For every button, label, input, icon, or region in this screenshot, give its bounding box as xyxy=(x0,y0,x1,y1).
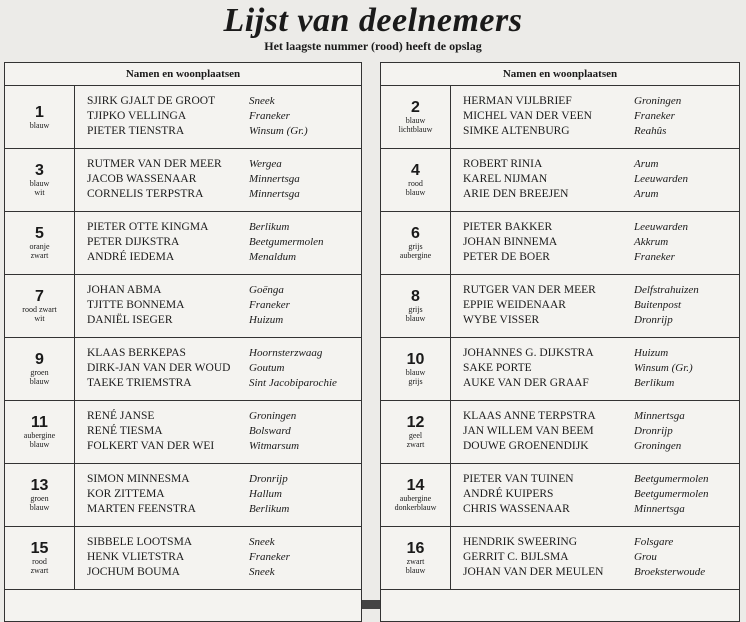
player-place: Groningen xyxy=(249,410,297,422)
player-name: WYBE VISSER xyxy=(463,314,540,326)
player-line xyxy=(87,439,361,454)
player-line xyxy=(463,550,739,565)
player-place: Hoornsterzwaag xyxy=(249,347,323,359)
player-place: Reahûs xyxy=(634,125,667,137)
player-place: Franeker xyxy=(249,551,290,563)
player-line xyxy=(463,565,739,580)
right-participants-panel xyxy=(380,62,740,622)
binding-strip xyxy=(362,600,380,609)
player-place: Franeker xyxy=(249,110,290,122)
player-place: Huizum xyxy=(634,347,669,359)
team-row xyxy=(381,212,739,275)
team-row xyxy=(381,464,739,527)
player-line xyxy=(87,487,361,502)
player-name: KOR ZITTEMA xyxy=(87,488,165,500)
player-place: Hallum xyxy=(249,488,282,500)
team-number-cell xyxy=(5,212,75,274)
player-place: Minnertsga xyxy=(249,188,300,200)
player-list xyxy=(75,212,361,274)
player-line xyxy=(463,376,739,391)
player-name: HENK VLIETSTRA xyxy=(87,551,185,563)
player-line xyxy=(87,157,361,172)
team-rows xyxy=(5,86,361,590)
player-line xyxy=(463,94,739,109)
player-place: Sneek xyxy=(249,566,275,578)
team-number-cell xyxy=(5,149,75,211)
team-color-label: rood zwart xyxy=(22,305,57,314)
team-color-label: geel xyxy=(408,431,423,440)
player-place: Sneek xyxy=(249,95,275,107)
player-name: RUTGER VAN DER MEER xyxy=(463,284,596,296)
left-participants-panel xyxy=(4,62,362,622)
player-place: Leeuwarden xyxy=(634,173,688,185)
team-color-label: grijs xyxy=(408,305,423,314)
team-number-cell xyxy=(381,86,451,148)
player-line xyxy=(463,361,739,376)
team-number-cell xyxy=(381,401,451,463)
team-color-label: blauw xyxy=(29,377,50,386)
team-color-label: grijs xyxy=(408,242,423,251)
player-place: Grou xyxy=(634,551,657,563)
player-name: RENÉ TIESMA xyxy=(87,425,163,437)
team-color-label: groen xyxy=(30,494,49,503)
player-name: MARTEN FEENSTRA xyxy=(87,503,196,515)
player-place: Berlikum xyxy=(634,377,675,389)
team-number-cell xyxy=(5,464,75,526)
player-name: SIMON MINNESMA xyxy=(87,473,190,485)
player-line xyxy=(463,187,739,202)
team-color-label: rood xyxy=(32,557,47,566)
player-list xyxy=(451,86,739,148)
player-line xyxy=(87,94,361,109)
player-name: GERRIT C. BIJLSMA xyxy=(463,551,569,563)
player-name: DOUWE GROENENDIJK xyxy=(463,440,589,452)
player-name: DIRK-JAN VAN DER WOUD xyxy=(87,362,231,374)
team-color-label: blauw xyxy=(405,116,426,125)
player-line xyxy=(463,535,739,550)
team-color-label: blauw xyxy=(29,120,50,130)
player-name: AUKE VAN DER GRAAF xyxy=(463,377,589,389)
player-place: Minnertsga xyxy=(634,410,685,422)
player-line xyxy=(87,409,361,424)
player-list xyxy=(75,527,361,589)
player-name: PETER DIJKSTRA xyxy=(87,236,180,248)
team-color-label: groen xyxy=(30,368,49,377)
team-number-cell xyxy=(381,527,451,589)
player-list xyxy=(451,212,739,274)
player-place: Groningen xyxy=(634,440,682,452)
player-list xyxy=(451,401,739,463)
team-color-label: blauw xyxy=(29,179,50,188)
player-place: Winsum (Gr.) xyxy=(634,362,693,374)
team-color-label: zwart xyxy=(30,251,49,260)
player-line xyxy=(87,472,361,487)
team-color-label: blauw xyxy=(405,566,426,575)
player-name: JOHAN BINNEMA xyxy=(463,236,558,248)
player-place: Franeker xyxy=(634,110,675,122)
player-name: JOHANNES G. DIJKSTRA xyxy=(463,347,594,359)
player-name: TJITTE BONNEMA xyxy=(87,299,185,311)
player-list xyxy=(75,401,361,463)
player-place: Berlikum xyxy=(249,221,290,233)
player-line xyxy=(463,157,739,172)
player-place: Delfstrahuizen xyxy=(634,284,699,296)
player-list xyxy=(451,149,739,211)
player-place: Bolsward xyxy=(249,425,291,437)
player-name: CORNELIS TERPSTRA xyxy=(87,188,204,200)
player-line xyxy=(87,172,361,187)
player-line xyxy=(463,283,739,298)
player-line xyxy=(463,220,739,235)
player-place: Leeuwarden xyxy=(634,221,688,233)
player-line xyxy=(87,298,361,313)
player-place: Broeksterwoude xyxy=(634,566,706,578)
player-line xyxy=(463,172,739,187)
player-line xyxy=(463,313,739,328)
team-row xyxy=(5,212,361,275)
player-name: EPPIE WEIDENAAR xyxy=(463,299,566,311)
team-color-label: blauw xyxy=(29,440,50,449)
team-row xyxy=(5,86,361,149)
player-line xyxy=(87,550,361,565)
team-color-label: donkerblauw xyxy=(394,503,437,512)
player-list xyxy=(451,464,739,526)
player-place: Berlikum xyxy=(249,503,290,515)
column-header: Namen en woonplaatsen xyxy=(5,63,361,86)
team-number: 14 xyxy=(406,477,425,494)
player-line xyxy=(87,235,361,250)
team-number-cell xyxy=(381,275,451,337)
team-number: 7 xyxy=(35,288,44,305)
player-place: Wergea xyxy=(249,158,282,170)
player-line xyxy=(463,250,739,265)
player-list xyxy=(75,86,361,148)
player-place: Goënga xyxy=(249,284,284,296)
player-line xyxy=(463,235,739,250)
player-place: Folsgare xyxy=(634,536,674,548)
team-color-label: lichtblauw xyxy=(398,125,433,134)
player-line xyxy=(463,109,739,124)
team-number: 13 xyxy=(30,477,49,494)
team-number: 4 xyxy=(411,162,420,179)
team-number: 3 xyxy=(35,162,44,179)
player-line xyxy=(463,346,739,361)
team-number-cell xyxy=(5,527,75,589)
player-place: Winsum (Gr.) xyxy=(249,125,308,137)
player-name: JAN WILLEM VAN BEEM xyxy=(463,425,594,437)
team-color-label: grijs xyxy=(408,377,423,386)
player-line xyxy=(463,472,739,487)
player-name: JOHAN ABMA xyxy=(87,284,162,296)
team-number: 15 xyxy=(30,540,49,557)
player-line xyxy=(87,535,361,550)
team-color-label: blauw xyxy=(29,503,50,512)
player-name: TJIPKO VELLINGA xyxy=(87,110,187,122)
team-number: 1 xyxy=(35,103,44,121)
team-row xyxy=(5,149,361,212)
player-place: Goutum xyxy=(249,362,285,374)
player-list xyxy=(451,527,739,589)
team-color-label: zwart xyxy=(406,440,425,449)
player-name: HERMAN VIJLBRIEF xyxy=(463,95,572,107)
player-name: PIETER VAN TUINEN xyxy=(463,473,574,485)
team-row xyxy=(5,464,361,527)
team-row xyxy=(381,401,739,464)
player-name: ARIE DEN BREEJEN xyxy=(463,188,569,200)
player-place: Beetgumermolen xyxy=(634,473,709,485)
player-list xyxy=(451,338,739,400)
player-line xyxy=(87,109,361,124)
team-row xyxy=(5,527,361,590)
player-place: Dronrijp xyxy=(634,314,673,326)
player-line xyxy=(87,124,361,139)
player-name: JOHAN VAN DER MEULEN xyxy=(463,566,604,578)
team-color-label: wit xyxy=(34,188,45,197)
team-row xyxy=(381,527,739,590)
player-name: PIETER TIENSTRA xyxy=(87,125,185,137)
player-line xyxy=(463,124,739,139)
player-name: KLAAS ANNE TERPSTRA xyxy=(463,410,596,422)
team-color-label: aubergine xyxy=(23,431,56,440)
player-name: PIETER OTTE KINGMA xyxy=(87,221,209,233)
team-color-label: blauw xyxy=(405,314,426,323)
team-color-label: aubergine xyxy=(399,494,432,503)
team-number: 8 xyxy=(411,288,420,305)
player-name: ANDRÉ IEDEMA xyxy=(87,251,175,263)
team-color-label: oranje xyxy=(29,242,50,251)
player-name: CHRIS WASSENAAR xyxy=(463,503,570,515)
team-number-cell xyxy=(381,338,451,400)
player-place: Arum xyxy=(634,158,659,170)
player-place: Sint Jacobiparochie xyxy=(249,377,337,389)
player-line xyxy=(463,439,739,454)
player-list xyxy=(75,149,361,211)
player-line xyxy=(87,424,361,439)
player-list xyxy=(75,275,361,337)
player-line xyxy=(87,313,361,328)
player-place: Buitenpost xyxy=(634,299,682,311)
player-place: Franeker xyxy=(634,251,675,263)
player-name: FOLKERT VAN DER WEI xyxy=(87,440,215,452)
player-place: Franeker xyxy=(249,299,290,311)
team-row xyxy=(381,338,739,401)
team-rows xyxy=(381,86,739,590)
player-name: KAREL NIJMAN xyxy=(463,173,548,185)
player-place: Beetgumermolen xyxy=(634,488,709,500)
player-place: Dronrijp xyxy=(249,473,288,485)
team-row xyxy=(5,275,361,338)
player-line xyxy=(87,346,361,361)
team-number: 10 xyxy=(406,351,425,368)
player-name: TAEKE TRIEMSTRA xyxy=(87,377,192,389)
player-name: RENÉ JANSE xyxy=(87,410,155,422)
player-line xyxy=(463,298,739,313)
team-number-cell xyxy=(5,275,75,337)
team-row xyxy=(381,149,739,212)
player-place: Huizum xyxy=(249,314,284,326)
team-color-label: zwart xyxy=(30,566,49,575)
column-header: Namen en woonplaatsen xyxy=(381,63,739,86)
team-row xyxy=(5,338,361,401)
player-name: JOCHUM BOUMA xyxy=(87,566,180,578)
player-place: Sneek xyxy=(249,536,275,548)
team-number: 16 xyxy=(406,540,425,557)
player-name: RUTMER VAN DER MEER xyxy=(87,158,222,170)
player-name: DANIËL ISEGER xyxy=(87,314,173,326)
player-name: KLAAS BERKEPAS xyxy=(87,347,186,359)
team-number-cell xyxy=(381,212,451,274)
team-number-cell xyxy=(381,149,451,211)
team-row xyxy=(381,275,739,338)
team-number: 11 xyxy=(31,414,48,431)
team-color-label: rood xyxy=(408,179,423,188)
player-place: Menaldum xyxy=(249,251,297,263)
page-title: Lijst van deelnemers xyxy=(223,2,523,39)
player-place: Beetgumermolen xyxy=(249,236,324,248)
player-list xyxy=(75,464,361,526)
player-line xyxy=(87,361,361,376)
player-name: ANDRÉ KUIPERS xyxy=(463,488,554,500)
player-name: ROBERT RINIA xyxy=(463,158,543,170)
player-place: Arum xyxy=(634,188,659,200)
player-name: SJIRK GJALT DE GROOT xyxy=(87,95,216,107)
team-number-cell xyxy=(381,464,451,526)
player-name: SIMKE ALTENBURG xyxy=(463,125,570,137)
team-color-label: blauw xyxy=(405,368,426,377)
player-name: SAKE PORTE xyxy=(463,362,532,374)
player-list xyxy=(451,275,739,337)
team-color-label: wit xyxy=(34,314,45,323)
player-line xyxy=(87,502,361,517)
player-place: Minnertsga xyxy=(249,173,300,185)
page-subtitle: Het laagste nummer (rood) heeft de opslag xyxy=(264,39,482,53)
team-color-label: blauw xyxy=(405,188,426,197)
team-number: 5 xyxy=(35,225,44,242)
player-line xyxy=(463,487,739,502)
player-line xyxy=(87,187,361,202)
team-number-cell xyxy=(5,86,75,148)
player-line xyxy=(87,220,361,235)
player-line xyxy=(463,409,739,424)
player-name: PETER DE BOER xyxy=(463,251,550,263)
player-place: Minnertsga xyxy=(634,503,685,515)
player-name: SIBBELE LOOTSMA xyxy=(87,536,193,548)
team-row xyxy=(381,86,739,149)
player-place: Akkrum xyxy=(634,236,669,248)
player-line xyxy=(87,376,361,391)
team-color-label: zwart xyxy=(406,557,425,566)
player-line xyxy=(463,502,739,517)
player-name: JACOB WASSENAAR xyxy=(87,173,197,185)
player-line xyxy=(463,424,739,439)
player-name: HENDRIK SWEERING xyxy=(463,536,578,548)
player-place: Groningen xyxy=(634,95,682,107)
player-place: Witmarsum xyxy=(249,440,300,452)
player-name: MICHEL VAN DER VEEN xyxy=(463,110,592,122)
player-line xyxy=(87,283,361,298)
team-number: 6 xyxy=(411,225,420,242)
team-number: 2 xyxy=(411,99,420,116)
player-name: PIETER BAKKER xyxy=(463,221,553,233)
team-number-cell xyxy=(5,338,75,400)
player-list xyxy=(75,338,361,400)
team-color-label: aubergine xyxy=(399,251,432,260)
team-number: 12 xyxy=(406,414,425,431)
player-line xyxy=(87,250,361,265)
team-row xyxy=(5,401,361,464)
team-number: 9 xyxy=(35,351,44,368)
player-line xyxy=(87,565,361,580)
team-number-cell xyxy=(5,401,75,463)
player-place: Dronrijp xyxy=(634,425,673,437)
